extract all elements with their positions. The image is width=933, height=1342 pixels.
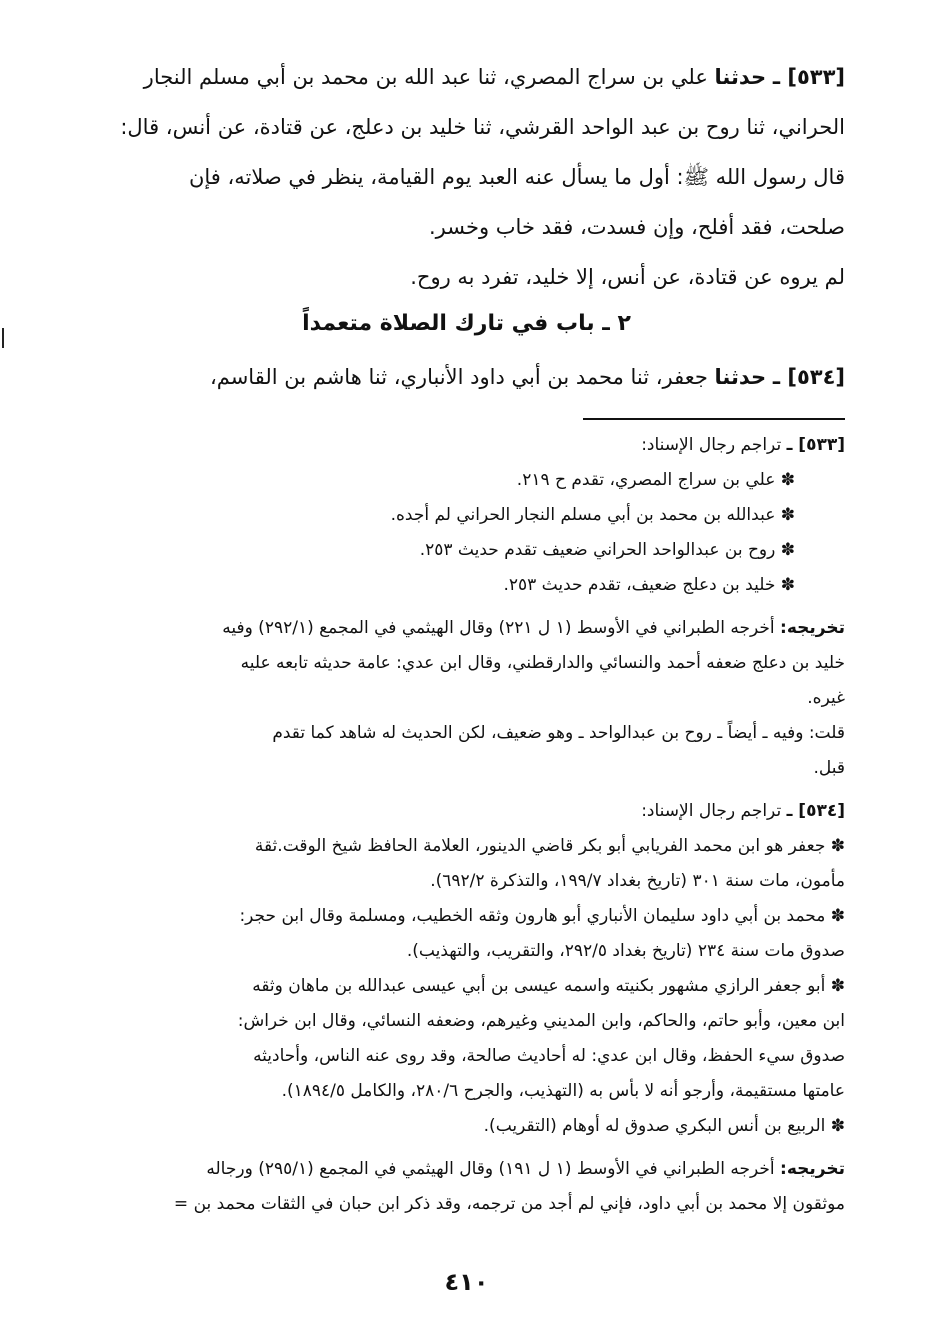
note-534-takhrij-label: تخريجه: <box>780 1159 845 1179</box>
hadith-534-lead: حدثنا <box>714 365 767 389</box>
note-534-line-1: ✽ جعفر هو ابن محمد الفريابي أبو بكر قاضي الدينور، العلامة الحافظ شيخ الوقت.ثقة <box>254 836 845 856</box>
note-534-takhrij-text-1: أخرجه الطبراني في الأوسط (١ ل ١٩١) وقال الهيثمي في المجمع (٢٩٥/١) ورجاله <box>206 1159 775 1179</box>
footnotes <box>38 428 845 1222</box>
note-534-line-9: ✽ الربيع بن أنس البكري صدوق له أوهام (التقريب). <box>483 1116 845 1136</box>
note-534-title-line <box>38 794 845 829</box>
note-534-line-3: ✽ محمد بن أبي داود سليمان الأنباري أبو هارون وثقه الخطيب، ومسلمة وقال ابن حجر: <box>239 906 845 926</box>
note-533-takhrij-text-1: أخرجه الطبراني في الأوسط (١ ل ٢٢١) وقال الهيثمي في المجمع (٢٩٢/١) وفيه <box>222 618 775 638</box>
note-534-title: تراجم رجال الإسناد: <box>641 801 782 821</box>
note-533-bullet-1: ✽ علي بن سراج المصري، تقدم ح ٢١٩. <box>516 470 795 490</box>
footnote-separator <box>583 418 845 420</box>
hadith-533-text-1: علي بن سراج المصري، ثنا عبد الله بن محمد بن أبي مسلم النجار <box>143 65 708 89</box>
note-533-takhrij-label: تخريجه: <box>780 618 845 638</box>
hadith-533-line-4: صلحت، فقد أفلح، وإن فسدت، فقد خاب وخسر. <box>428 215 845 239</box>
note-533-qult-line-1: قلت: وفيه ـ أيضاً ـ روح بن عبدالواحد ـ وهو ضعيف، لكن الحديث له شاهد كما تقدم <box>272 723 845 743</box>
hadith-533-lead: حدثنا <box>714 65 767 89</box>
note-533-takhrij-line-2: خليد بن دعلج ضعفه أحمد والنسائي والدارقطني، وقال ابن عدي: عامة حديثه تابعه عليه <box>240 653 845 673</box>
note-534-takhrij-line-1 <box>38 1152 845 1187</box>
hadith-533-line-2: الحراني، ثنا روح بن عبد الواحد القرشي، ثنا خليد بن دعلج، عن قتادة، عن أنس، قال: <box>120 115 845 139</box>
note-534-label: [٥٣٤] ـ <box>786 801 845 821</box>
note-534-line-7: صدوق سيء الحفظ، وقال ابن عدي: له أحاديث صالحة، وقد روى عنه الناس، وأحاديثه <box>253 1046 845 1066</box>
note-534-line-2: مأمون، مات سنة ٣٠١ (تاريخ بغداد ١٩٩/٧، والتذكرة ٦٩٢/٢). <box>430 871 845 891</box>
note-534-takhrij-line-2: موثقون إلا محمد بن أبي داود، فإني لم أجد من ترجمه، وقد ذكر ابن حبان في الثقات محمد بن = <box>173 1194 845 1214</box>
hadith-534-block <box>38 352 845 402</box>
note-533-qult-line-2: قبل. <box>813 758 845 778</box>
hadith-533-line-3: قال رسول الله ﷺ: أول ما يسأل عنه العبد يوم القيامة، ينظر في صلاته، فإن <box>188 165 845 189</box>
hadith-533-line-1 <box>38 52 845 102</box>
note-534-line-5: ✽ أبو جعفر الرازي مشهور بكنيته واسمه عيسى بن أبي عيسى عبدالله بن ماهان وثقه <box>252 976 845 996</box>
hadith-534-number: [٥٣٤] ـ <box>772 365 845 389</box>
note-533-takhrij-line-3: غيره. <box>807 688 845 708</box>
page-number: ٤١٠ <box>444 1268 489 1296</box>
hadith-533-number: [٥٣٣] ـ <box>772 65 845 89</box>
chapter-heading: ٢ ـ باب في تارك الصلاة متعمداً <box>302 311 631 336</box>
note-533-bullet-4: ✽ خليد بن دعلج ضعيف، تقدم حديث ٢٥٣. <box>503 575 795 595</box>
hadith-534-line-1 <box>38 352 845 402</box>
note-534-line-6: ابن معين، وأبو حاتم، والحاكم، وابن المديني وغيرهم، وضعفه النسائي، وقال ابن خراش: <box>237 1011 845 1031</box>
hadith-main-text <box>38 52 845 302</box>
note-533-bullet-2: ✽ عبدالله بن محمد بن أبي مسلم النجار الحراني لم أجده. <box>390 505 795 525</box>
note-533-title-line <box>38 428 845 463</box>
note-534-line-4: صدوق مات سنة ٢٣٤ (تاريخ بغداد ٢٩٢/٥، والتقريب، والتهذيب). <box>406 941 845 961</box>
note-533-label: [٥٣٣] ـ <box>786 435 845 455</box>
note-533-takhrij-line-1 <box>38 611 845 646</box>
note-533-title: تراجم رجال الإسناد: <box>641 435 782 455</box>
note-533-bullet-3: ✽ روح بن عبدالواحد الحراني ضعيف تقدم حديث ٢٥٣. <box>419 540 795 560</box>
hadith-534-text-1: جعفر، ثنا محمد بن أبي داود الأنباري، ثنا هاشم بن القاسم، <box>209 365 708 389</box>
note-534-line-8: عامتها مستقيمة، وأرجو أنه لا بأس به (التهذيب، والجرح ٢٨٠/٦، والكامل ١٨٩٤/٥). <box>281 1081 845 1101</box>
hadith-533-line-5: لم يروه عن قتادة، عن أنس، إلا خليد، تفرد به روح. <box>410 265 845 289</box>
